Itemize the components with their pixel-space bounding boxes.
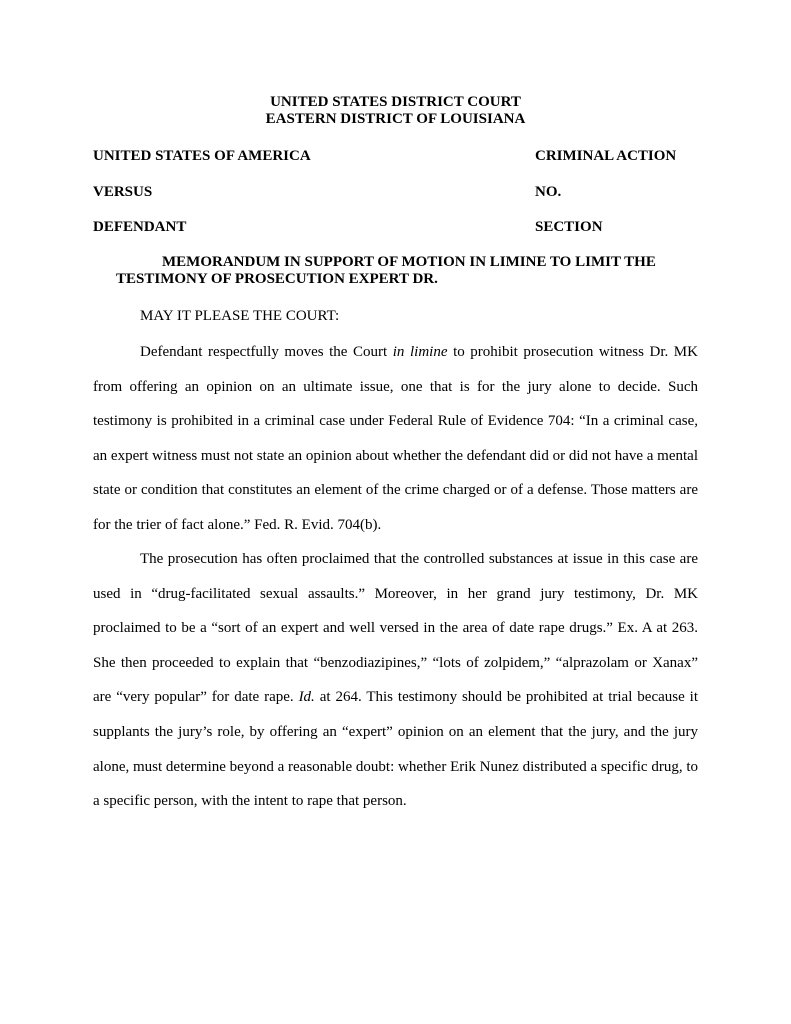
memorandum-title (116, 254, 716, 288)
versus-label: VERSUS (93, 184, 153, 200)
memorandum-title-line1: MEMORANDUM IN SUPPORT OF MOTION IN LIMINE TO LIMIT THE (162, 254, 656, 270)
defendant-name: DEFENDANT (93, 219, 187, 235)
paragraph-text: at 264. This testimony should be prohibited at trial because it supplants the jury’s role, by offering an “expert” opinion on an element that the jury, and the jury alone, must determine beyond a reasonable doubt: whether Erik Nunez distributed a specific drug, to a specific person, with the intent to rape that person. (93, 689, 698, 810)
paragraph-prosecution (93, 542, 698, 819)
italic-term: in limine (392, 344, 448, 360)
paragraph-text: to prohibit prosecution witness Dr. MK from offering an opinion on an ultimate issue, one that is for the jury alone to decide. Such testimony is prohibited in a criminal case under Federal Rule of Evidence 704: “In a criminal case, an expert witness must not state an opinion about whether the defendant did or did not have a mental state or condition that constitutes an element of the crime charged or of a defense. Those matters are for the trier of fact alone.” Fed. R. Evid. 704(b). (93, 344, 698, 533)
italic-citation: Id. (298, 689, 315, 706)
court-district: EASTERN DISTRICT OF LOUISIANA (265, 111, 526, 127)
section-label: SECTION (535, 219, 603, 235)
paragraph-text: The prosecution has often proclaimed that the controlled substances at issue in this case are used in “drug-facilitated sexual assaults.” Moreover, in her grand jury testimony, Dr. MK proclaimed to be a “sort of an expert and well versed in the area of date rape drugs.” Ex. A at 263. She then proceeded to explain that “benzodiazipines,” “lots of zolpidem,” “alprazolam or Xanax” are “very popular” for date rape. (93, 551, 698, 706)
criminal-action-label: CRIMINAL ACTION (535, 148, 677, 164)
memorandum-title-line2: TESTIMONY OF PROSECUTION EXPERT DR. (116, 271, 438, 287)
court-heading (0, 94, 791, 128)
plaintiff-name: UNITED STATES OF AMERICA (93, 148, 311, 164)
court-name: UNITED STATES DISTRICT COURT (270, 94, 521, 110)
case-number-label: NO. (535, 184, 562, 200)
paragraph-text: Defendant respectfully moves the Court (140, 344, 393, 360)
paragraph-motion (93, 335, 698, 543)
salutation: MAY IT PLEASE THE COURT: (140, 308, 340, 324)
